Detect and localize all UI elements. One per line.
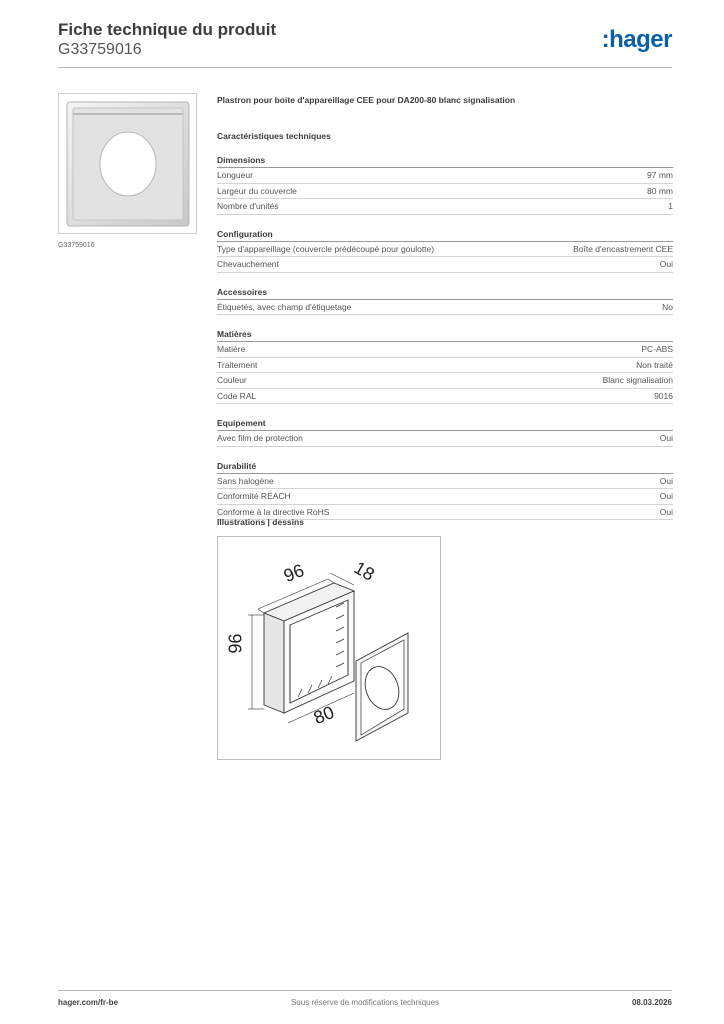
- dim-width-label: 96: [280, 560, 307, 587]
- spec-row: [217, 184, 673, 200]
- spec-row: [217, 300, 673, 316]
- spec-value: 1: [668, 201, 673, 211]
- spec-value: Blanc signalisation: [602, 375, 673, 385]
- spec-label: Conformité REACH: [217, 491, 291, 501]
- spec-row: [217, 257, 673, 273]
- spec-content: [217, 95, 673, 520]
- footer-notice: Sous réserve de modifications techniques: [290, 998, 440, 1007]
- technical-drawing: [218, 537, 440, 759]
- spec-value: Boîte d'encastrement CEE: [573, 243, 673, 254]
- illustration-drawing: [217, 536, 441, 760]
- dim-height-label: 96: [224, 633, 245, 654]
- spec-row: [217, 342, 673, 358]
- footer-divider: [58, 990, 672, 991]
- page-title: Fiche technique du produit: [58, 20, 277, 39]
- spec-section: [217, 287, 673, 316]
- spec-row: [217, 358, 673, 374]
- spec-label: Nombre d'unités: [217, 201, 279, 211]
- spec-value: 97 mm: [647, 170, 673, 180]
- spec-value: PC-ABS: [641, 344, 673, 354]
- section-title: Equipement: [217, 418, 673, 431]
- spec-row: [217, 389, 673, 405]
- spec-label: Code RAL: [217, 390, 257, 401]
- spec-row: [217, 431, 673, 447]
- hager-logo: [602, 26, 672, 54]
- spec-label: Étiquetés, avec champ d'étiquetage: [217, 301, 352, 312]
- section-title: Matières: [217, 329, 673, 342]
- logo-text: :hager: [601, 26, 672, 53]
- section-title: Dimensions: [217, 155, 673, 168]
- dim-depth-label: 18: [350, 557, 378, 585]
- spec-label: Chevauchement: [217, 259, 279, 269]
- spec-value: Oui: [659, 259, 673, 269]
- spec-row: [217, 168, 673, 184]
- section-title: Accessoires: [217, 287, 673, 300]
- spec-value: No: [662, 301, 673, 312]
- product-image: [59, 94, 196, 233]
- section-title: Configuration: [217, 229, 673, 242]
- product-name: Plastron pour boite d'appareillage CEE pour DA200-80 blanc signalisation: [217, 95, 516, 105]
- spec-section: [217, 461, 673, 521]
- spec-row: [217, 474, 673, 490]
- page-header: [58, 20, 672, 59]
- spec-label: Traitement: [217, 359, 258, 370]
- spec-row: [217, 199, 673, 215]
- spec-value: Oui: [659, 475, 673, 486]
- spec-label: Sans halogène: [217, 475, 274, 486]
- spec-value: Oui: [659, 506, 673, 517]
- header-divider: [58, 67, 672, 68]
- spec-row: [217, 373, 673, 389]
- spec-value: Non traité: [636, 359, 673, 370]
- spec-label: Conforme à la directive RoHS: [217, 506, 330, 517]
- spec-section: [217, 329, 673, 404]
- illustrations-title: Illustrations | dessins: [217, 517, 304, 527]
- spec-section: [217, 155, 673, 215]
- spec-value: Oui: [659, 491, 673, 501]
- dim-bottom-label: 80: [310, 702, 337, 729]
- spec-label: Matière: [217, 344, 246, 354]
- thumbnail-caption: G33759016: [58, 242, 95, 249]
- spec-row: [217, 242, 673, 258]
- spec-label: Type d'appareillage (couvercle prédécoupé pour goulotte): [217, 243, 435, 254]
- spec-label: Longueur: [217, 170, 253, 180]
- spec-sections: [217, 155, 673, 520]
- spec-label: Couleur: [217, 375, 247, 385]
- spec-label: Largeur du couvercle: [217, 185, 297, 196]
- spec-section: [217, 418, 673, 447]
- section-title: Durabilité: [217, 461, 673, 474]
- footer-website[interactable]: hager.com/fr-be: [58, 998, 119, 1007]
- spec-label: Avec film de protection: [217, 433, 303, 443]
- spec-row: [217, 489, 673, 505]
- spec-value: Oui: [659, 433, 673, 443]
- spec-value: 9016: [654, 390, 673, 401]
- spec-value: 80 mm: [647, 185, 673, 196]
- product-reference: G33759016: [58, 41, 142, 58]
- footer-date: 08.03.2026: [631, 998, 672, 1007]
- tech-title: Caractéristiques techniques: [217, 131, 331, 141]
- spec-section: [217, 229, 673, 273]
- product-thumbnail: [58, 93, 197, 234]
